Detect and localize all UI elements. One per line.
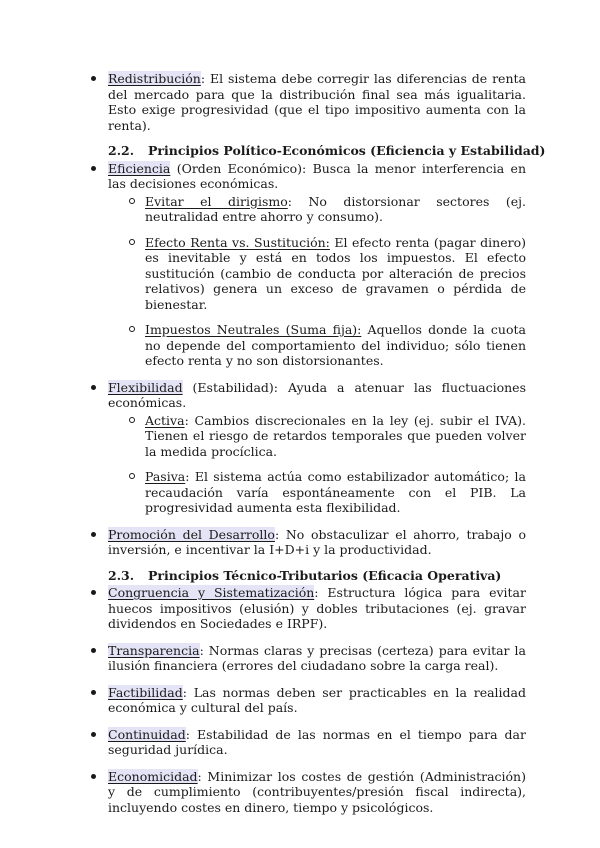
term-eficiencia: Eficiencia xyxy=(108,160,171,176)
section-title-2-3: Principios Técnico-Tributarios (Eficacia Operativa) xyxy=(148,567,502,583)
term-redistribucion: Redistribución xyxy=(108,71,201,86)
sub-item-efecto-renta xyxy=(145,235,526,313)
bullet-icon xyxy=(91,774,96,779)
term-pasiva: Pasiva xyxy=(145,469,186,484)
list-item-redistribucion xyxy=(108,71,526,133)
bullet-icon xyxy=(91,648,96,653)
section-heading-2-3 xyxy=(108,568,528,584)
list-item-factibilidad xyxy=(108,685,526,716)
term-transparencia: Transparencia xyxy=(108,642,200,658)
text-congruencia: : Estructura lógica para evitar huecos impositivos (elusión) y dobles tributaciones (ej. gravar dividendos en Sociedades e IRPF). xyxy=(108,585,526,631)
list-item-eficiencia xyxy=(108,161,526,192)
text-promocion: : No obstaculizar el ahorro, trabajo o inversión, e incentivar la I+D+i y la productividad. xyxy=(108,526,526,557)
section-number-2-3: 2.3. xyxy=(108,567,135,583)
text-impuestos-neutrales: Aquellos donde la cuota no depende del comportamiento del individuo; sólo tienen efecto renta y no son distorsionantes. xyxy=(145,322,526,368)
circle-bullet-icon xyxy=(129,198,135,204)
section-heading-2-2 xyxy=(108,143,546,159)
term-dirigismo: Evitar el dirigismo xyxy=(145,193,288,209)
text-factibilidad: : Las normas deben ser practicables en la realidad económica y cultural del país. xyxy=(108,684,526,715)
bullet-icon xyxy=(91,532,96,537)
text-activa: : Cambios discrecionales en la ley (ej. subir el IVA). Tienen el riesgo de retardos temporales que pueden volver la medida procíclica. xyxy=(145,412,526,459)
circle-bullet-icon xyxy=(129,417,135,423)
list-item-continuidad xyxy=(108,727,526,758)
text-transparencia: : Normas claras y precisas (certeza) para evitar la ilusión financiera (errores del ciudadano sobre la carga real). xyxy=(108,642,526,673)
text-pasiva: : El sistema actúa como estabilizador automático; la recaudación varía espontáneamente con el PIB. La progresividad aumenta esta flexibilidad. xyxy=(145,469,526,515)
text-efecto-renta: El efecto renta (pagar dinero) es inevitable y está en todos los impuestos. El efecto sustitución (cambio de conducta por alteración de precios relativos) genera un exceso de gravamen o pérdida de bienestar. xyxy=(145,234,526,312)
bullet-icon xyxy=(91,385,96,390)
bullet-icon xyxy=(91,166,96,171)
list-item-congruencia xyxy=(108,585,526,632)
bullet-icon xyxy=(91,76,96,81)
circle-bullet-icon xyxy=(129,239,135,245)
term-promocion: Promoción del Desarrollo xyxy=(108,526,275,542)
term-impuestos-neutrales: Impuestos Neutrales (Suma fija): xyxy=(145,322,362,337)
bullet-icon xyxy=(91,732,96,737)
sub-item-pasiva xyxy=(145,469,526,516)
circle-bullet-icon xyxy=(129,473,135,479)
term-continuidad: Continuidad xyxy=(108,726,186,742)
list-item-transparencia xyxy=(108,643,526,674)
text-dirigismo: : No distorsionar sectores (ej. neutralidad entre ahorro y consumo). xyxy=(145,193,526,224)
text-continuidad: : Estabilidad de las normas en el tiempo para dar seguridad jurídica. xyxy=(108,726,526,757)
sub-item-impuestos-neutrales xyxy=(145,322,526,369)
term-congruencia: Congruencia y Sistematización xyxy=(108,585,315,600)
text-eficiencia: (Orden Económico): Busca la menor interferencia en las decisiones económicas. xyxy=(108,160,526,191)
term-activa: Activa xyxy=(145,412,185,428)
list-item-flexibilidad xyxy=(108,380,526,411)
text-redistribucion: : El sistema debe corregir las diferencias de renta del mercado para que la distribución final sea más igualitaria. Esto exige progresividad (que el tipo impositivo aumenta con la renta). xyxy=(108,71,526,133)
term-efecto-renta: Efecto Renta vs. Sustitución: xyxy=(145,234,330,250)
text-economicidad: : Minimizar los costes de gestión (Administración) y de cumplimiento (contribuyentes/presión fiscal indirecta), incluyendo costes en dinero, tiempo y psicológicos. xyxy=(108,768,526,815)
term-factibilidad: Factibilidad xyxy=(108,684,183,700)
list-item-economicidad xyxy=(108,769,526,816)
text-flexibilidad: (Estabilidad): Ayuda a atenuar las fluctuaciones económicas. xyxy=(108,379,526,410)
section-title-2-2: Principios Político-Económicos (Eficiencia y Estabilidad) xyxy=(148,143,546,158)
list-item-promocion xyxy=(108,527,526,558)
sub-item-activa xyxy=(145,413,526,460)
bullet-icon xyxy=(91,590,96,595)
circle-bullet-icon xyxy=(129,326,135,332)
bullet-icon xyxy=(91,690,96,695)
section-number-2-2: 2.2. xyxy=(108,143,135,158)
term-economicidad: Economicidad xyxy=(108,768,198,784)
term-flexibilidad: Flexibilidad xyxy=(108,379,183,395)
sub-item-dirigismo xyxy=(145,194,526,225)
